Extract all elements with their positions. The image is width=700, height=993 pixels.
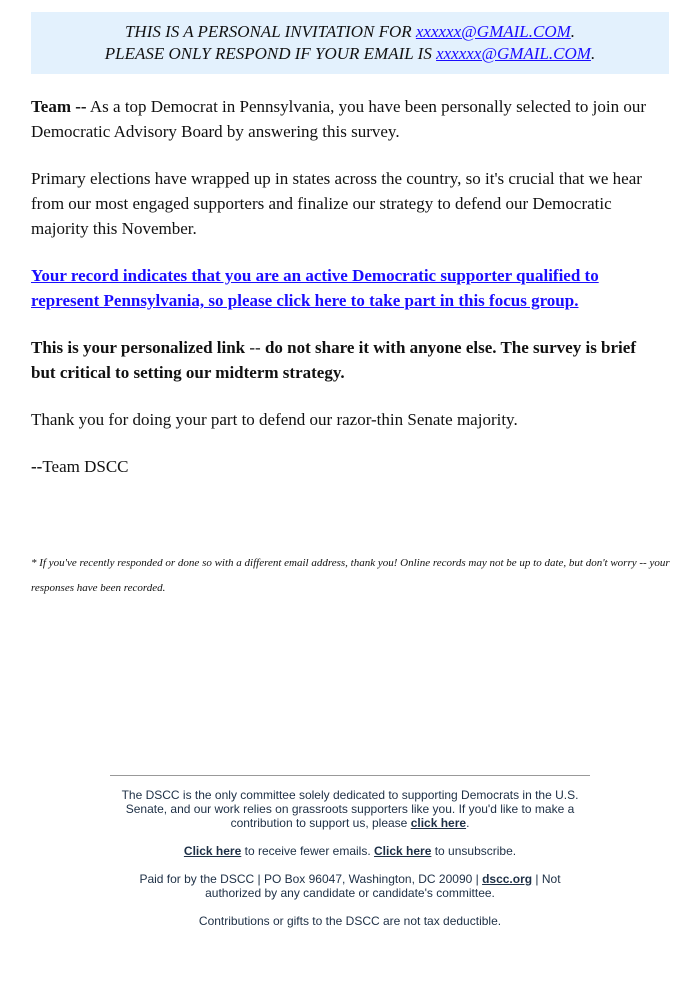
email-body bbox=[31, 94, 661, 501]
fewer-emails-link[interactable]: Click here bbox=[183, 844, 242, 858]
dash: -- bbox=[31, 457, 43, 476]
tax-notice: Contributions or gifts to the DSCC are not tax deductible. bbox=[198, 914, 502, 928]
fine-print: * If you've recently responded or done so with a different email address, thank you! Online records may not be up to date, but don't worry -- your responses have been recorded. bbox=[31, 557, 670, 594]
paragraph-personalized bbox=[31, 335, 661, 385]
divider bbox=[110, 775, 590, 776]
footer-text: | Not authorized by any candidate or candidate's committee. bbox=[205, 872, 561, 900]
intro-text: As a top Democrat in Pennsylvania, you have been personally selected to join our Democratic Advisory Board by answering this survey. bbox=[31, 97, 647, 141]
unsubscribe-link[interactable]: Click here bbox=[374, 844, 432, 858]
greeting: Team -- bbox=[31, 97, 87, 116]
separator: -- bbox=[245, 338, 265, 357]
footer-text: to receive fewer emails. bbox=[241, 844, 374, 858]
dscc-link[interactable]: dscc.org bbox=[482, 872, 533, 886]
footer-text: Paid for by the DSCC | PO Box 96047, Washington, DC 20090 | bbox=[139, 872, 483, 886]
paragraph-primary: Primary elections have wrapped up in states across the country, so it's crucial that we hear from our most engaged supporters and finalize our strategy to defend our Democratic majority this November. bbox=[31, 169, 642, 238]
invitation-banner bbox=[31, 12, 669, 74]
period: . bbox=[570, 22, 576, 41]
banner-text: PLEASE ONLY RESPOND IF YOUR EMAIL IS bbox=[104, 44, 437, 63]
donate-link[interactable]: click here bbox=[410, 816, 467, 830]
email-link[interactable]: xxxxxx@GMAIL.COM bbox=[436, 44, 591, 63]
bold-text: do not share it with anyone else. The survey is brief but critical to setting our midterm strategy. bbox=[31, 338, 636, 382]
paragraph-intro bbox=[31, 94, 661, 144]
period: . bbox=[590, 44, 596, 63]
email-link[interactable]: xxxxxx@GMAIL.COM bbox=[415, 22, 571, 41]
bold-text: This is your personalized link bbox=[31, 338, 246, 357]
survey-link[interactable]: Your record indicates that you are an active Democratic supporter qualified to represent Pennsylvania, so please click here to take part in this focus group. bbox=[31, 266, 599, 310]
footer-text: to unsubscribe. bbox=[431, 844, 517, 858]
banner-text: THIS IS A PERSONAL INVITATION FOR bbox=[124, 22, 416, 41]
period: . bbox=[466, 816, 470, 830]
footer-text: The DSCC is the only committee solely dedicated to supporting Democrats in the U.S. Senate, and our work relies on grassroots supporters like you. If you'd like to make a contribution to support us, please bbox=[121, 788, 579, 830]
signature-text: Team DSCC bbox=[42, 457, 129, 476]
footer bbox=[110, 788, 590, 942]
signature bbox=[31, 454, 661, 479]
paragraph-thanks: Thank you for doing your part to defend our razor-thin Senate majority. bbox=[31, 410, 518, 429]
